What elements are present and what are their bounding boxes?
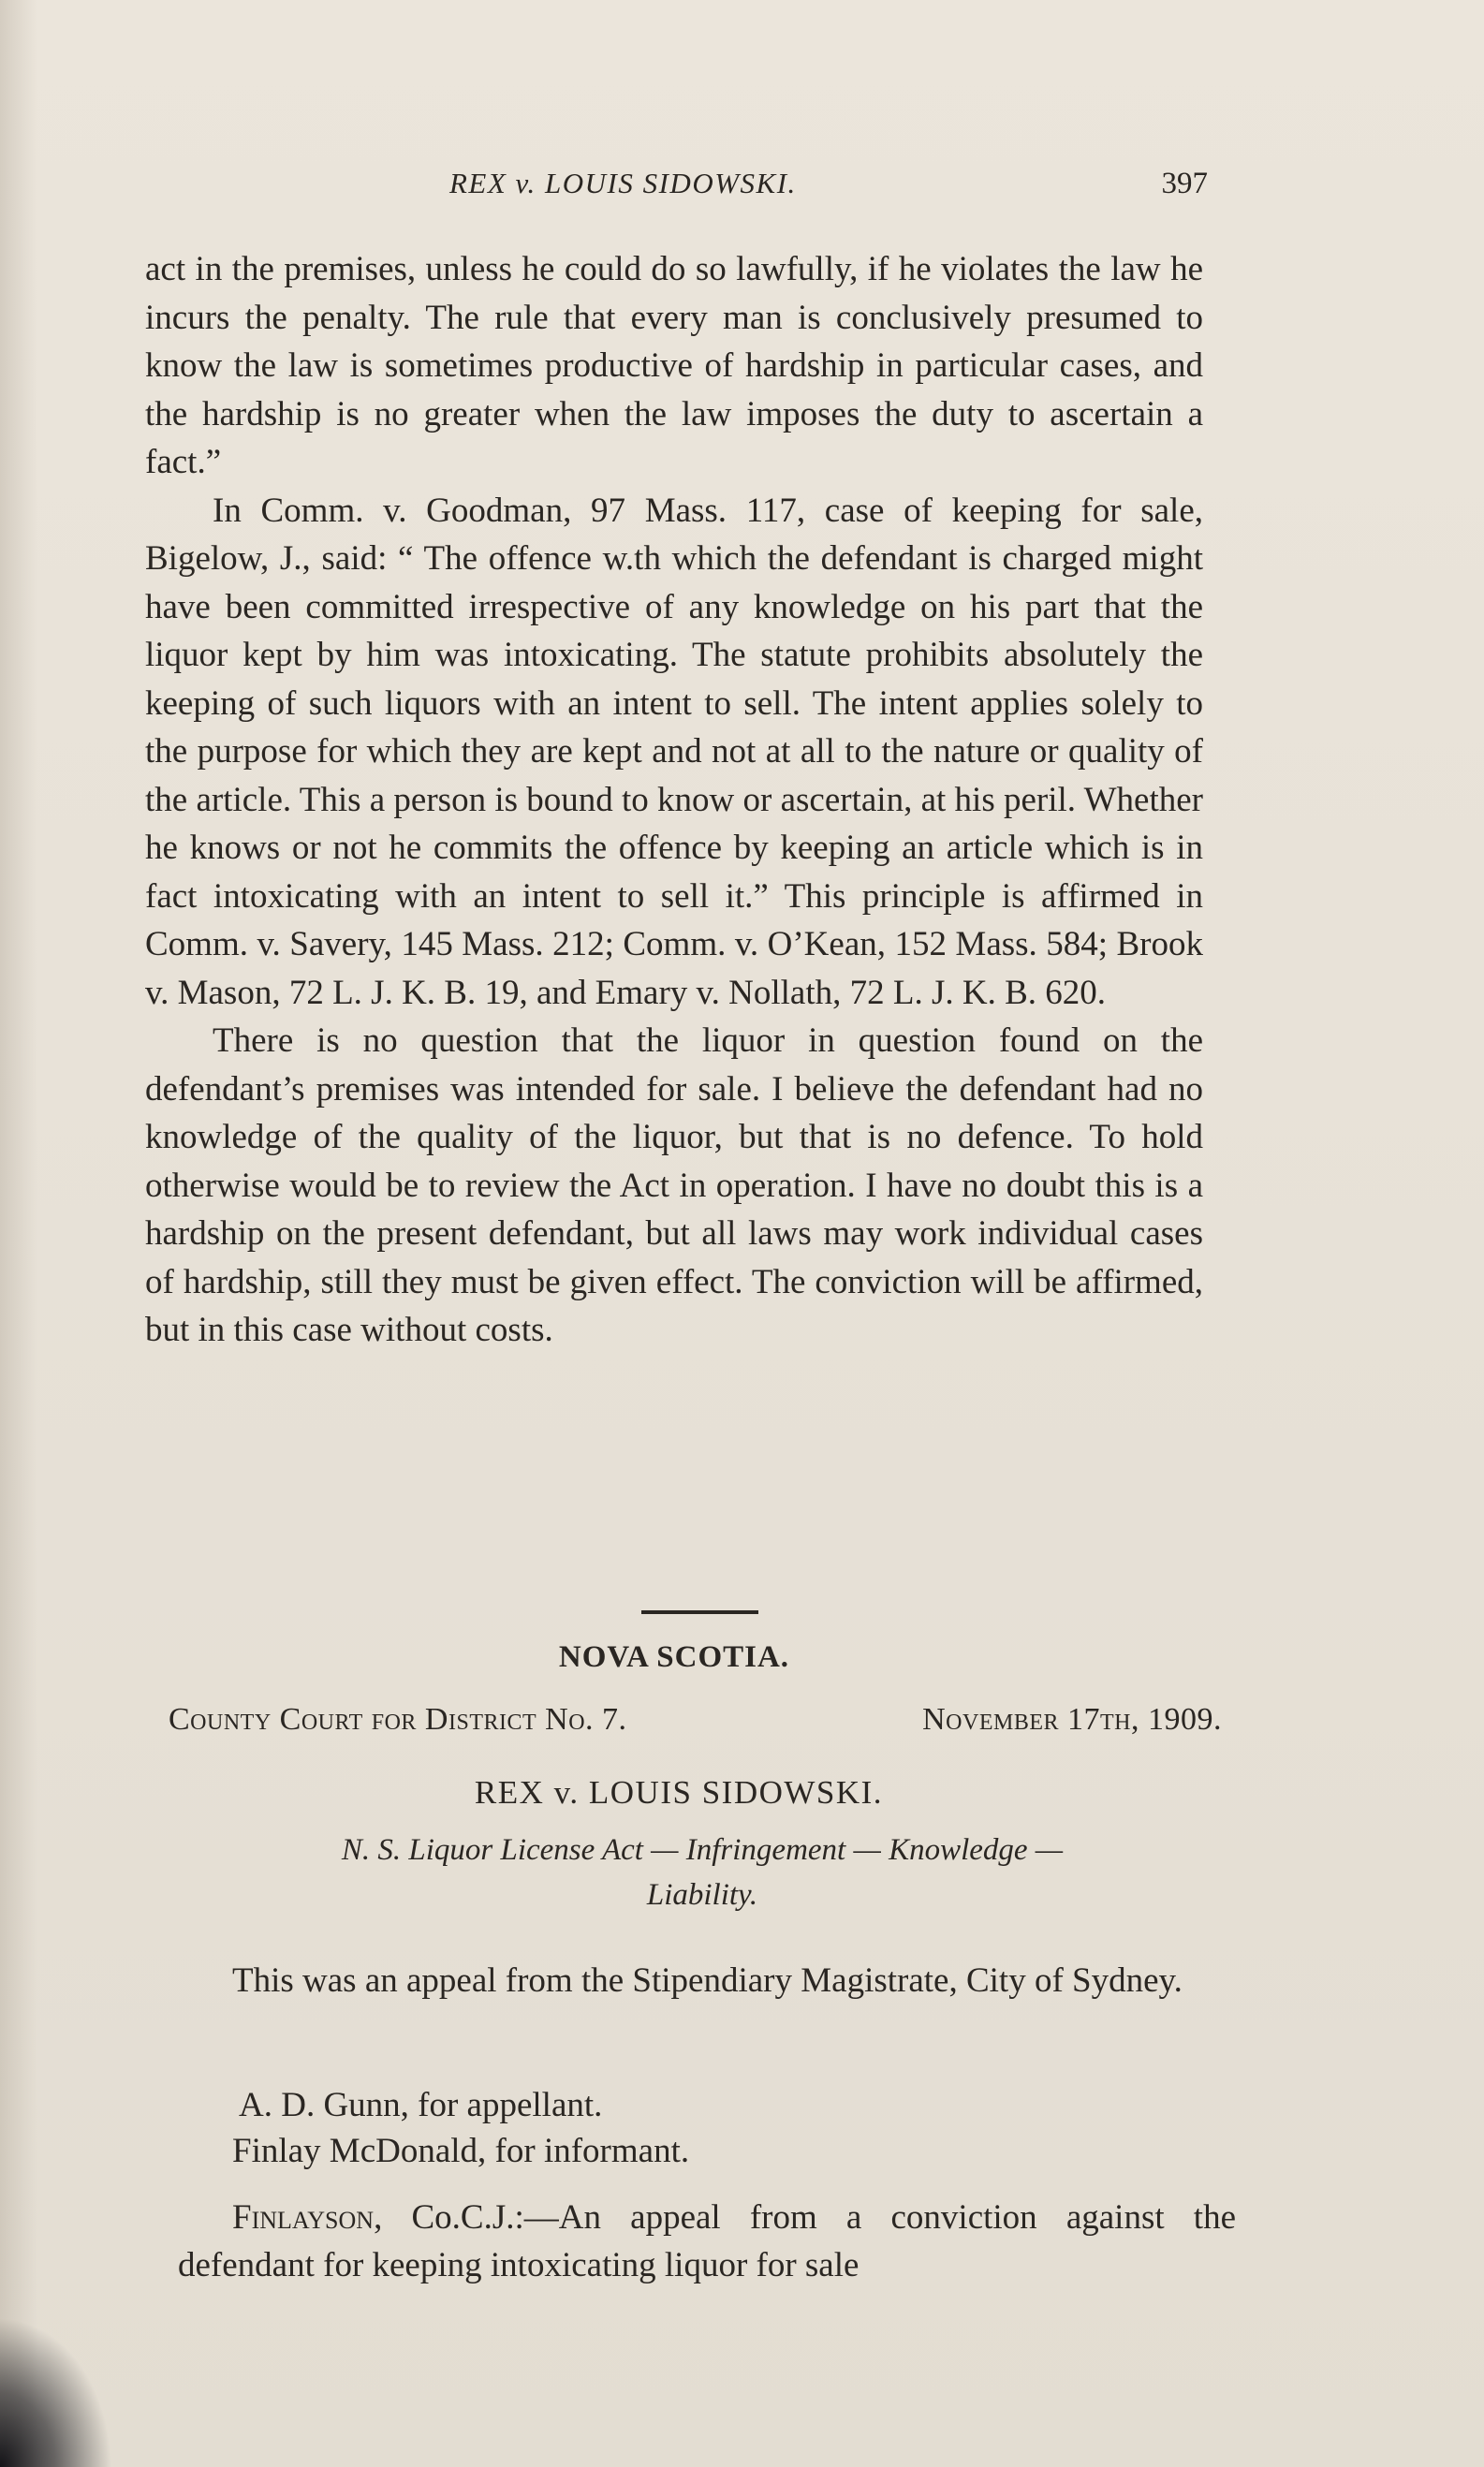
counsel-appellant: A. D. Gunn, for appellant. <box>239 2086 603 2124</box>
body-paragraph-1: act in the premises, unless he could do so lawfully, if he violates the law he incurs the penalty. The rule that every man is conclusively presumed to know the law is sometimes productive of hardship in particular cases, and the hardship is no greater when the law imposes the duty to ascertain a fact.” <box>145 250 1203 481</box>
running-head <box>150 167 1208 213</box>
page-number: 397 <box>1161 167 1208 200</box>
page-edge-shading <box>0 0 37 2467</box>
judgment-text: Co.C.J.:—An appeal from a conviction against the defendant for keeping intoxicating liquor for sale <box>178 2198 1236 2284</box>
body-text <box>145 245 1203 1355</box>
corner-shadow <box>0 2317 112 2467</box>
court-line <box>169 1702 1222 1738</box>
section-divider <box>641 1610 758 1614</box>
headnote-line-1: N. S. Liquor License Act — Infringement — Knowledge — <box>341 1833 1064 1867</box>
judgment-paragraph <box>178 2194 1236 2289</box>
headnote <box>178 1828 1227 1917</box>
court-date: November 17th, 1909. <box>922 1702 1222 1737</box>
appeal-paragraph: This was an appeal from the Stipendiary Magistrate, City of Sydney. <box>232 1961 1183 2000</box>
judge-name: Finlayson, <box>232 2198 383 2237</box>
case-title: REX v. LOUIS SIDOWSKI. <box>474 1774 884 1811</box>
section-heading: NOVA SCOTIA. <box>558 1640 790 1674</box>
body-paragraph-3: There is no question that the liquor in question found on the defendant’s premises was intended for sale. I believe the defendant had no knowledge of the quality of the liquor, but that is no defence. To hold otherwise would be to review the Act in operation. I have no doubt this is a hardship on the present defendant, but all laws may work individual cases of hardship, still they must be given effect. The conviction will be affirmed, but in this case without costs. <box>145 1021 1203 1349</box>
headnote-line-2: Liability. <box>646 1878 758 1912</box>
counsel-informant: Finlay McDonald, for informant. <box>232 2132 690 2170</box>
body-paragraph-2: In Comm. v. Goodman, 97 Mass. 117, case of keeping for sale, Bigelow, J., said: “ The offence w.th which the defendant is charged might have been committed irrespective of any knowledge on his part that the liquor kept by him was intoxicating. The statute prohibits absolutely the keeping of such liquors with an intent to sell. The intent applies solely to the purpose for which they are kept and not at all to the nature or quality of the article. This a person is bound to know or ascertain, at his peril. Whether he knows or not he commits the offence by keeping an article which is in fact intoxicating with an intent to sell it.” This principle is affirmed in Comm. v. Savery, 145 Mass. 212; Comm. v. O’Kean, 152 Mass. 584; Brook v. Mason, 72 L. J. K. B. 19, and Emary v. Nollath, 72 L. J. K. B. 620. <box>145 491 1203 1012</box>
running-head-title: REX v. LOUIS SIDOWSKI. <box>449 167 797 199</box>
court-name: County Court for District No. 7. <box>169 1702 627 1737</box>
